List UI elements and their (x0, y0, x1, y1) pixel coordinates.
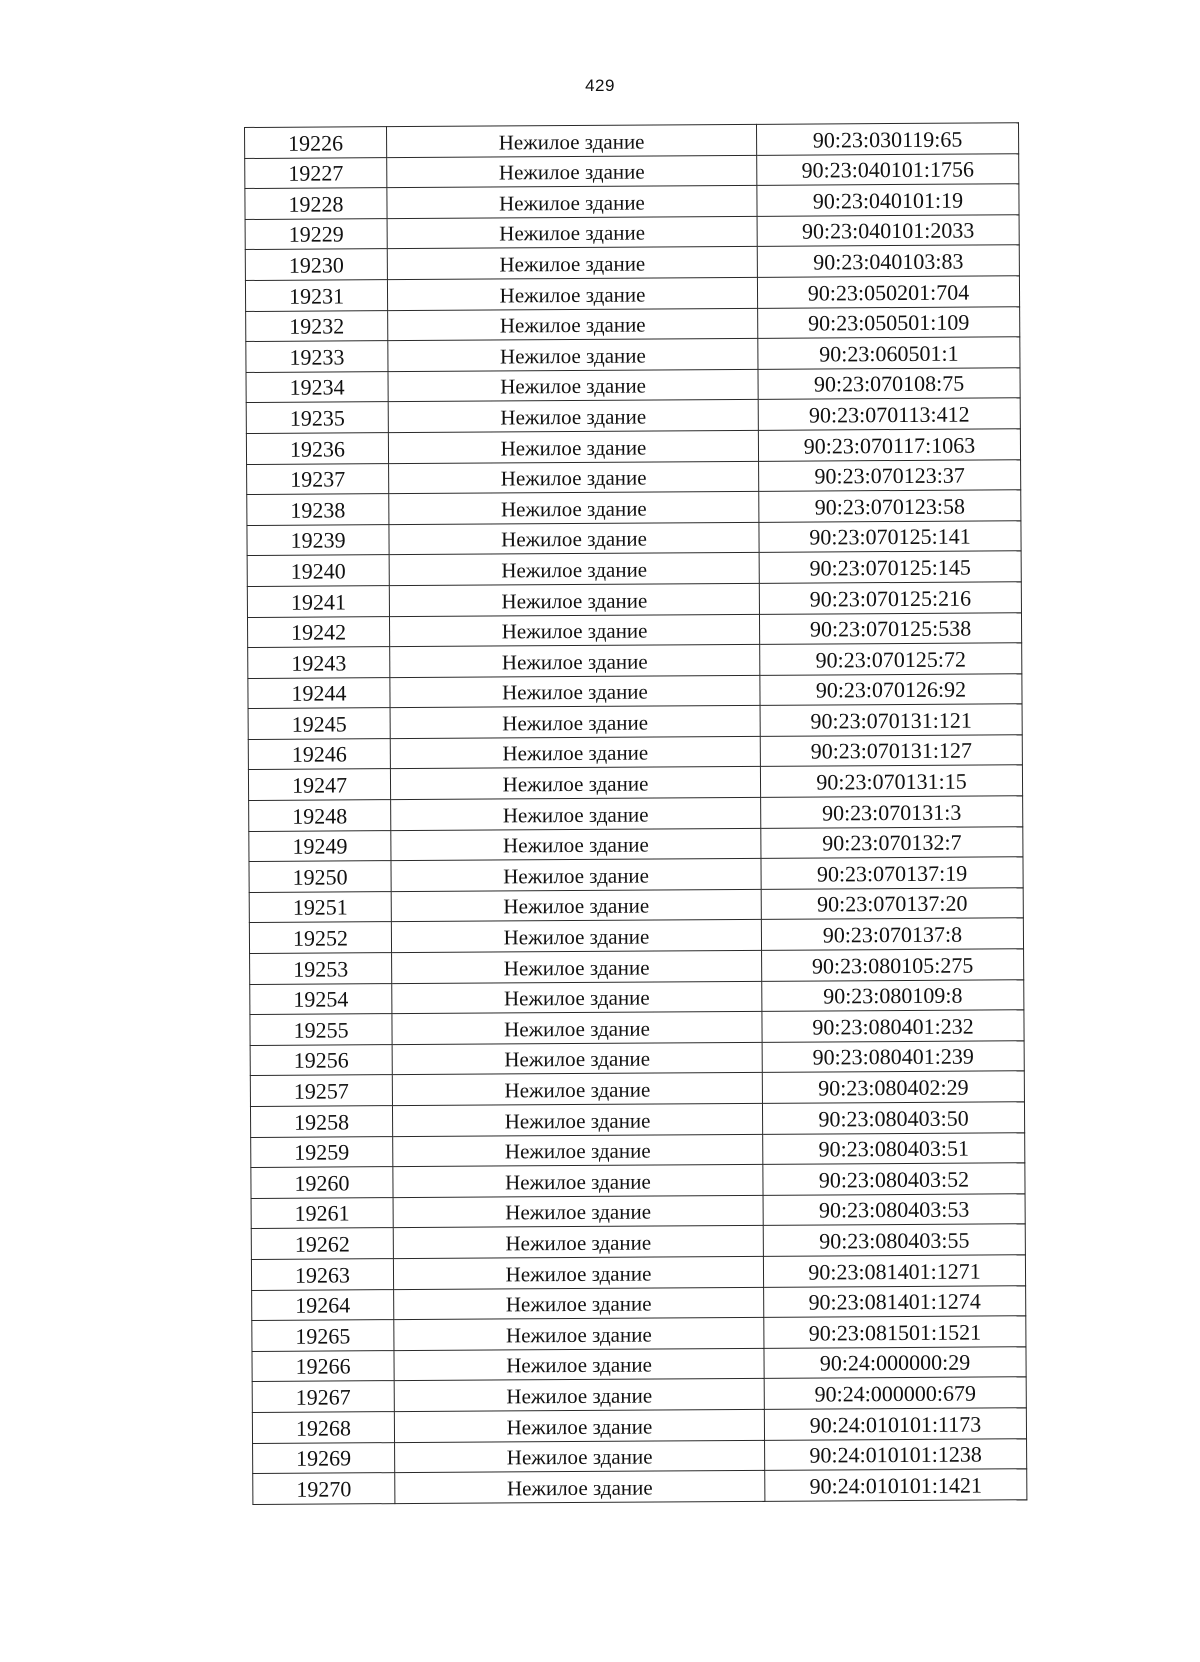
row-number-cell: 19236 (246, 433, 388, 464)
table-row (249, 918, 1023, 953)
object-type-cell: Нежилое здание (391, 828, 761, 861)
row-number-cell: 19242 (247, 616, 389, 647)
row-number-cell: 19231 (245, 280, 387, 311)
table-row (252, 1346, 1026, 1381)
row-number-cell: 19261 (251, 1197, 393, 1228)
row-number-cell: 19259 (251, 1136, 393, 1167)
table-row (245, 184, 1019, 219)
table-row (246, 337, 1020, 372)
row-number-cell: 19254 (250, 983, 392, 1014)
table-row (247, 520, 1021, 555)
object-type-cell: Нежилое здание (392, 950, 762, 983)
object-type-cell: Нежилое здание (394, 1287, 764, 1320)
row-number-cell: 19246 (248, 738, 390, 769)
table-row (247, 490, 1021, 525)
table-row (247, 612, 1021, 647)
row-number-cell: 19262 (251, 1228, 393, 1259)
object-type-cell: Нежилое здание (393, 1134, 763, 1167)
table-row (245, 123, 1019, 158)
table-row (251, 1132, 1025, 1167)
table-row (251, 1194, 1025, 1229)
table-row (246, 306, 1020, 341)
object-type-cell: Нежилое здание (389, 461, 759, 494)
table-row (245, 276, 1019, 311)
table-row (252, 1408, 1026, 1443)
table-row (246, 398, 1020, 433)
cadastral-number-cell: 90:23:080403:55 (763, 1224, 1025, 1256)
cadastral-number-cell: 90:23:040101:1756 (757, 153, 1019, 185)
table-row (250, 1102, 1024, 1137)
object-type-cell: Нежилое здание (392, 1012, 762, 1045)
row-number-cell: 19268 (252, 1412, 394, 1443)
cadastral-number-cell: 90:23:080105:275 (762, 949, 1024, 981)
table-row (252, 1377, 1026, 1412)
cadastral-number-cell: 90:23:080402:29 (762, 1071, 1024, 1103)
row-number-cell: 19233 (246, 341, 388, 372)
cadastral-number-cell: 90:23:080403:51 (763, 1132, 1025, 1164)
table-row (251, 1255, 1025, 1290)
object-type-cell: Нежилое здание (388, 430, 758, 463)
table-row (248, 704, 1022, 739)
cadastral-number-cell: 90:23:080401:239 (762, 1041, 1024, 1073)
table-row (248, 765, 1022, 800)
row-number-cell: 19234 (246, 371, 388, 402)
row-number-cell: 19227 (245, 157, 387, 188)
cadastral-number-cell: 90:23:070113:412 (758, 398, 1020, 430)
row-number-cell: 19260 (251, 1167, 393, 1198)
table-row (250, 1071, 1024, 1106)
table-row (252, 1285, 1026, 1320)
object-type-cell: Нежилое здание (390, 736, 760, 769)
row-number-cell: 19235 (246, 402, 388, 433)
row-number-cell: 19258 (250, 1106, 392, 1137)
cadastral-number-cell: 90:24:010101:1238 (765, 1438, 1027, 1470)
row-number-cell: 19248 (249, 800, 391, 831)
row-number-cell: 19229 (245, 218, 387, 249)
object-type-cell: Нежилое здание (392, 981, 762, 1014)
table-row (249, 888, 1023, 923)
row-number-cell: 19228 (245, 188, 387, 219)
row-number-cell: 19266 (252, 1350, 394, 1381)
table-row (248, 673, 1022, 708)
row-number-cell: 19230 (245, 249, 387, 280)
row-number-cell: 19264 (252, 1289, 394, 1320)
row-number-cell: 19237 (247, 463, 389, 494)
object-type-cell: Нежилое здание (393, 1165, 763, 1198)
row-number-cell: 19239 (247, 524, 389, 555)
cadastral-number-cell: 90:23:080403:52 (763, 1163, 1025, 1195)
object-type-cell: Нежилое здание (394, 1348, 764, 1381)
table-row (250, 949, 1024, 984)
cadastral-number-cell: 90:23:070137:8 (761, 918, 1023, 950)
cadastral-number-cell: 90:23:081401:1271 (763, 1255, 1025, 1287)
object-type-cell: Нежилое здание (387, 155, 757, 188)
object-type-cell: Нежилое здание (388, 369, 758, 402)
cadastral-number-cell: 90:23:070132:7 (761, 826, 1023, 858)
object-type-cell: Нежилое здание (388, 339, 758, 372)
cadastral-number-cell: 90:23:060501:1 (758, 337, 1020, 369)
object-type-cell: Нежилое здание (389, 491, 759, 524)
object-type-cell: Нежилое здание (391, 797, 761, 830)
cadastral-number-cell: 90:23:070131:127 (760, 735, 1022, 767)
row-number-cell: 19256 (250, 1044, 392, 1075)
object-type-cell: Нежилое здание (390, 644, 760, 677)
table-row (248, 735, 1022, 770)
cadastral-number-cell: 90:23:080109:8 (762, 979, 1024, 1011)
cadastral-number-cell: 90:23:070137:19 (761, 857, 1023, 889)
row-number-cell: 19244 (248, 677, 390, 708)
object-type-cell: Нежилое здание (392, 1073, 762, 1106)
table-row (245, 245, 1019, 280)
table-row (253, 1469, 1027, 1504)
table-row (251, 1224, 1025, 1259)
table-body (245, 123, 1027, 1504)
row-number-cell: 19232 (246, 310, 388, 341)
object-type-cell: Нежилое здание (394, 1379, 764, 1412)
object-type-cell: Нежилое здание (387, 216, 757, 249)
object-type-cell: Нежилое здание (388, 400, 758, 433)
row-number-cell: 19245 (248, 708, 390, 739)
object-type-cell: Нежилое здание (387, 186, 757, 219)
table-row (252, 1316, 1026, 1351)
table-row (245, 215, 1019, 250)
object-type-cell: Нежилое здание (388, 308, 758, 341)
table-row (247, 551, 1021, 586)
row-number-cell: 19247 (248, 769, 390, 800)
object-type-cell: Нежилое здание (393, 1256, 763, 1289)
object-type-cell: Нежилое здание (387, 277, 757, 310)
cadastral-number-cell: 90:24:010101:1421 (765, 1469, 1027, 1501)
table-row (246, 429, 1020, 464)
cadastral-number-cell: 90:23:070131:121 (760, 704, 1022, 736)
table-row (250, 1010, 1024, 1045)
cadastral-number-cell: 90:23:070123:58 (759, 490, 1021, 522)
table-row (250, 1041, 1024, 1076)
object-type-cell: Нежилое здание (391, 889, 761, 922)
cadastral-number-cell: 90:23:040101:2033 (757, 215, 1019, 247)
row-number-cell: 19238 (247, 494, 389, 525)
table-row (249, 826, 1023, 861)
cadastral-number-cell: 90:24:000000:679 (764, 1377, 1026, 1409)
cadastral-number-cell: 90:23:070123:37 (759, 459, 1021, 491)
row-number-cell: 19267 (252, 1381, 394, 1412)
row-number-cell: 19251 (249, 891, 391, 922)
object-type-cell: Нежилое здание (389, 522, 759, 555)
row-number-cell: 19243 (248, 647, 390, 678)
cadastral-number-cell: 90:23:070125:538 (759, 612, 1021, 644)
table-row (246, 368, 1020, 403)
object-type-cell: Нежилое здание (389, 614, 759, 647)
cadastral-number-cell: 90:23:040101:19 (757, 184, 1019, 216)
cadastral-number-cell: 90:23:070131:3 (761, 796, 1023, 828)
row-number-cell: 19226 (245, 127, 387, 158)
object-type-cell: Нежилое здание (387, 124, 757, 157)
cadastral-number-cell: 90:23:080403:53 (763, 1194, 1025, 1226)
row-number-cell: 19250 (249, 861, 391, 892)
table-row (250, 979, 1024, 1014)
object-type-cell: Нежилое здание (390, 706, 760, 739)
table-row (249, 857, 1023, 892)
row-number-cell: 19263 (251, 1259, 393, 1290)
table-row (245, 153, 1019, 188)
object-type-cell: Нежилое здание (389, 553, 759, 586)
object-type-cell: Нежилое здание (392, 1103, 762, 1136)
cadastral-number-cell: 90:23:081401:1274 (764, 1285, 1026, 1317)
object-type-cell: Нежилое здание (390, 675, 760, 708)
row-number-cell: 19253 (250, 953, 392, 984)
object-type-cell: Нежилое здание (387, 247, 757, 280)
cadastral-number-cell: 90:23:070131:15 (760, 765, 1022, 797)
row-number-cell: 19240 (247, 555, 389, 586)
object-type-cell: Нежилое здание (393, 1195, 763, 1228)
object-type-cell: Нежилое здание (395, 1440, 765, 1473)
row-number-cell: 19241 (247, 586, 389, 617)
cadastral-number-cell: 90:23:070108:75 (758, 368, 1020, 400)
table-row (247, 582, 1021, 617)
page-number: 429 (585, 76, 615, 95)
object-type-cell: Нежилое здание (392, 1042, 762, 1075)
table-row (247, 459, 1021, 494)
cadastral-number-cell: 90:23:070117:1063 (758, 429, 1020, 461)
row-number-cell: 19270 (253, 1473, 395, 1504)
cadastral-number-cell: 90:23:080401:232 (762, 1010, 1024, 1042)
table-row (248, 643, 1022, 678)
cadastral-number-cell: 90:23:080403:50 (762, 1102, 1024, 1134)
cadastral-number-cell: 90:24:000000:29 (764, 1346, 1026, 1378)
row-number-cell: 19257 (250, 1075, 392, 1106)
object-type-cell: Нежилое здание (391, 859, 761, 892)
cadastral-number-cell: 90:23:030119:65 (756, 123, 1018, 155)
cadastral-number-cell: 90:23:050201:704 (757, 276, 1019, 308)
object-type-cell: Нежилое здание (394, 1409, 764, 1442)
table-row (253, 1438, 1027, 1473)
object-type-cell: Нежилое здание (394, 1318, 764, 1351)
row-number-cell: 19249 (249, 830, 391, 861)
cadastral-number-cell: 90:23:070125:141 (759, 520, 1021, 552)
cadastral-number-cell: 90:23:040103:83 (757, 245, 1019, 277)
cadastral-number-cell: 90:23:070125:145 (759, 551, 1021, 583)
cadastral-number-cell: 90:24:010101:1173 (764, 1408, 1026, 1440)
row-number-cell: 19255 (250, 1014, 392, 1045)
table-row (249, 796, 1023, 831)
object-type-cell: Нежилое здание (390, 767, 760, 800)
cadastral-number-cell: 90:23:081501:1521 (764, 1316, 1026, 1348)
row-number-cell: 19269 (253, 1442, 395, 1473)
cadastral-number-cell: 90:23:070125:72 (760, 643, 1022, 675)
table-row (251, 1163, 1025, 1198)
cadastral-number-cell: 90:23:070125:216 (759, 582, 1021, 614)
cadastral-number-cell: 90:23:070137:20 (761, 888, 1023, 920)
object-type-cell: Нежилое здание (391, 920, 761, 953)
cadastral-number-cell: 90:23:070126:92 (760, 673, 1022, 705)
object-type-cell: Нежилое здание (395, 1470, 765, 1503)
object-type-cell: Нежилое здание (393, 1226, 763, 1259)
cadastral-number-cell: 90:23:050501:109 (758, 306, 1020, 338)
row-number-cell: 19265 (252, 1320, 394, 1351)
row-number-cell: 19252 (249, 922, 391, 953)
object-type-cell: Нежилое здание (389, 583, 759, 616)
property-table (244, 122, 1027, 1504)
